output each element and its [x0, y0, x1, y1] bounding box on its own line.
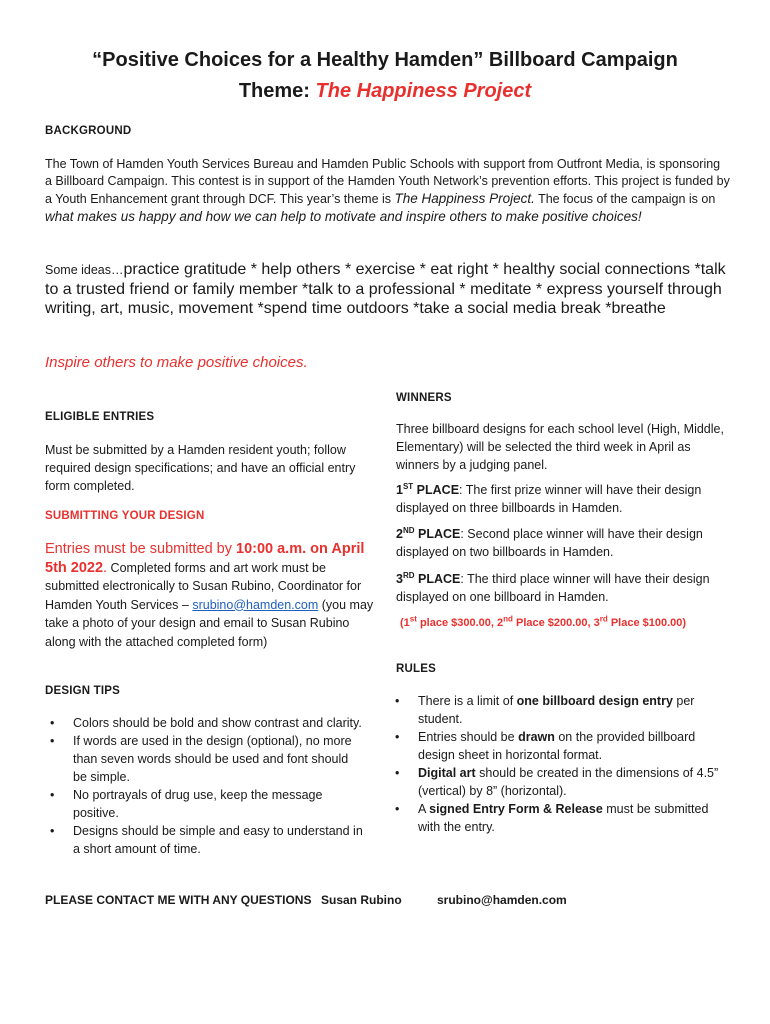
bullet-icon: •	[50, 824, 55, 838]
bullet-icon: •	[395, 730, 400, 744]
theme-label: Theme:	[238, 80, 310, 102]
theme-line	[0, 78, 770, 104]
winners-intro: Three billboard designs for each school level (High, Middle, Elementary) will be selected the third week in April as winners by a judging panel.	[396, 422, 724, 472]
ideas-label: Some ideas…	[45, 263, 124, 277]
second-place: 2ND PLACE: Second place winner will have their design displayed on two billboards in Hamden.	[396, 525, 703, 559]
rules-list	[390, 692, 725, 836]
background-theme: The Happiness Project.	[394, 191, 535, 206]
background-heading: BACKGROUND	[45, 125, 132, 137]
background-focus: The focus of the campaign is on	[534, 192, 716, 206]
design-tips-list	[45, 714, 365, 858]
bullet-icon: •	[395, 694, 400, 708]
page-title: “Positive Choices for a Healthy Hamden” Billboard Campaign	[92, 49, 678, 71]
list-item: • There is a limit of one billboard design entry per student.	[395, 694, 695, 726]
submitting-paragraph	[45, 540, 379, 651]
ideas-paragraph	[45, 260, 735, 318]
background-paragraph	[45, 156, 730, 226]
rules-heading: RULES	[396, 663, 436, 675]
bullet-icon: •	[395, 766, 400, 780]
list-item: • No portrayals of drug use, keep the message positive.	[50, 788, 323, 820]
bullet-icon: •	[50, 734, 55, 748]
contact-email[interactable]: srubino@hamden.com	[437, 893, 567, 907]
background-focus-italic: what makes us happy and how we can help to motivate and inspire others to make positive choices!	[45, 209, 642, 224]
inspire-line: Inspire others to make positive choices.	[45, 354, 308, 371]
design-tips-heading: DESIGN TIPS	[45, 685, 121, 697]
list-item: • Digital art should be created in the dimensions of 4.5” (vertical) by 8” (horizontal).	[395, 766, 719, 798]
theme-name: The Happiness Project	[315, 80, 532, 102]
submitting-email-link[interactable]: srubino@hamden.com	[192, 597, 319, 612]
contact-name: Susan Rubino	[321, 893, 402, 907]
bullet-icon: •	[50, 716, 55, 730]
submitting-deadline: 10:00 a.m. on April 5th 2022	[45, 541, 365, 576]
winners-heading: WINNERS	[396, 392, 452, 404]
ideas-text: practice gratitude * help others * exercise * eat right * healthy social connections *talk to a trusted friend or family member *talk to a professional * meditate * express yourself through writing, art, music, movement *spend time outdoors *take a social media break *breathe	[45, 261, 726, 317]
bullet-icon: •	[395, 802, 400, 816]
submitting-text1: Completed forms and art work must be submitted electronically to Susan Rubino, Coordinator for Hamden Youth Services –	[45, 560, 362, 612]
submitting-text2: (you may take a photo of your design and email to Susan Rubino along with the attached completed form)	[45, 597, 374, 649]
background-text: The Town of Hamden Youth Services Bureau and Hamden Public Schools with support from Outfront Media, is sponsoring a Billboard Campaign. This contest is in support of the Hamden Youth Network’s prevention efforts. This project is funded by a Youth Enhancement grant through DCF. This year’s theme is	[45, 157, 730, 206]
list-item: • Designs should be simple and easy to understand in a short amount of time.	[50, 824, 363, 856]
contact-label: PLEASE CONTACT ME WITH ANY QUESTIONS	[45, 893, 312, 907]
list-item: • A signed Entry Form & Release must be submitted with the entry.	[395, 802, 709, 834]
submitting-lead: Entries must be submitted by	[45, 541, 236, 557]
list-item: • If words are used in the design (optional), no more than seven words should be used and font should be simple.	[50, 734, 352, 784]
eligible-heading: ELIGIBLE ENTRIES	[45, 411, 155, 423]
submitting-heading: SUBMITTING YOUR DESIGN	[45, 510, 205, 522]
eligible-text: Must be submitted by a Hamden resident youth; follow required design specifications; and have an official entry form completed.	[45, 443, 356, 493]
first-place: 1ST PLACE: The first prize winner will have their design displayed on three billboards in Hamden.	[396, 481, 702, 515]
third-place: 3RD PLACE: The third place winner will have their design displayed on one billboard in Hamden.	[396, 570, 710, 604]
list-item: • Entries should be drawn on the provided billboard design sheet in horizontal format.	[395, 730, 696, 762]
list-item: • Colors should be bold and show contrast and clarity.	[50, 716, 362, 730]
submitting-period: .	[103, 559, 108, 576]
bullet-icon: •	[50, 788, 55, 802]
prize-amounts: (1st place $300.00, 2nd Place $200.00, 3rd Place $100.00)	[400, 614, 687, 629]
